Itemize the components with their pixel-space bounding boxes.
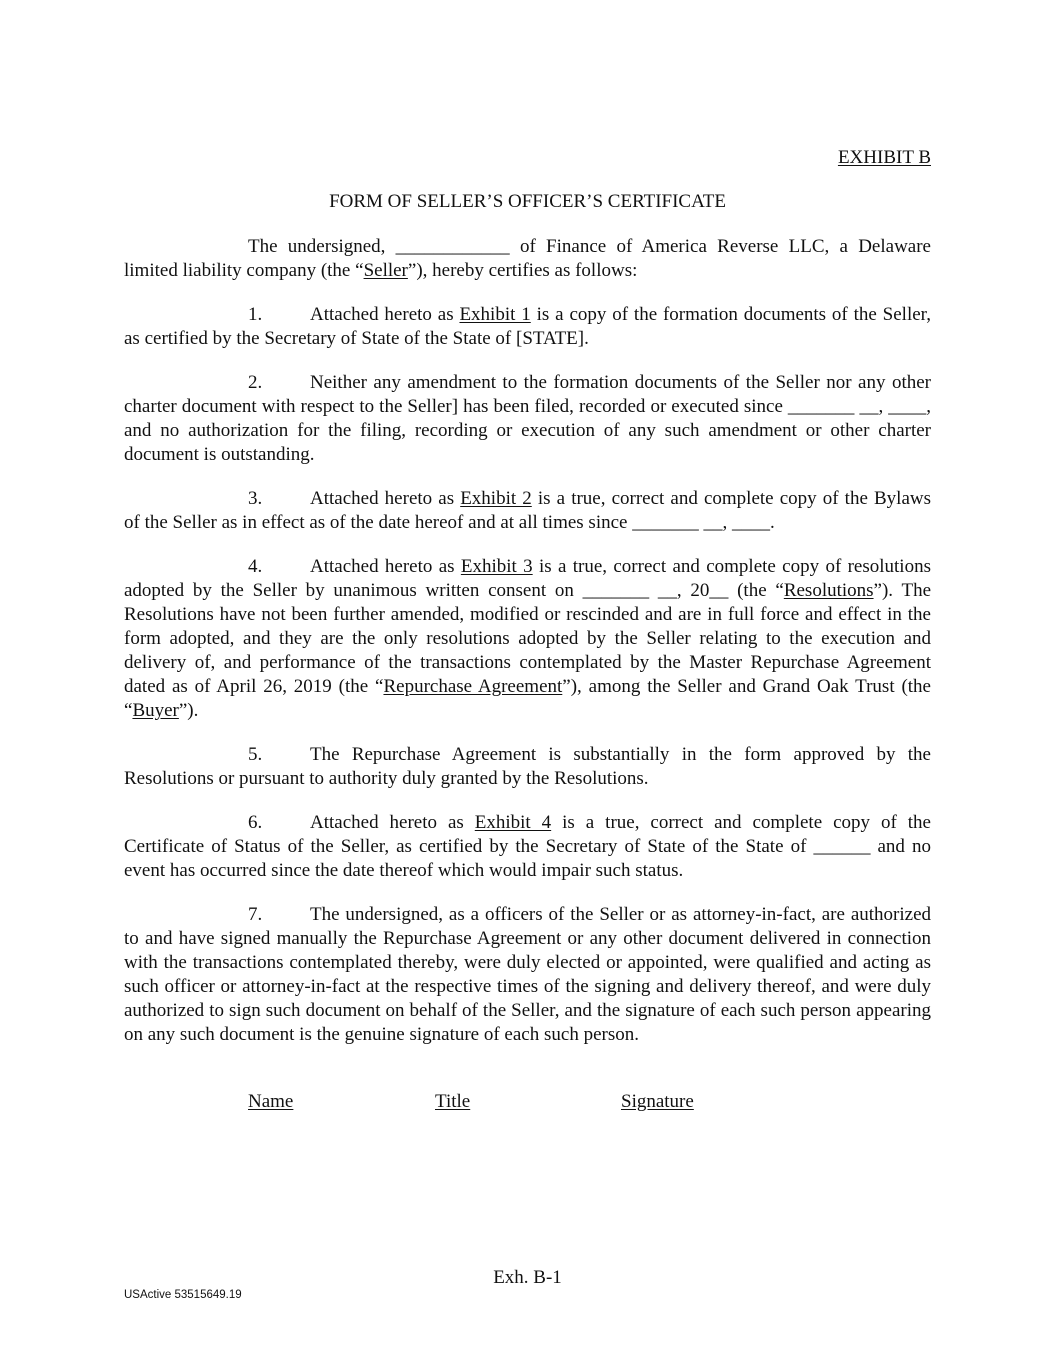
signature-column-header: Signature [621,1091,694,1112]
name-column-header: Name [248,1091,294,1112]
paragraph-3 [124,487,931,535]
paragraph-text: Attached hereto as [310,304,460,325]
exhibit-2-reference: Exhibit 2 [460,488,532,509]
paragraph-number: 1. [248,304,263,325]
intro-paragraph [124,235,931,283]
buyer-term: Buyer [132,700,179,721]
paragraph-1 [124,303,931,351]
exhibit-label: EXHIBIT B [837,147,931,168]
seller-term: Seller [363,260,408,281]
paragraph-text: ”), among the Seller and Grand Oak Trust (the “ [124,676,931,721]
paragraph-text: is a true, correct and complete copy of the Certificate of Status of the Seller, as certified by the Secretary of State of the State of ______ and no event has occurred since the date thereof which would impair such status. [124,812,931,881]
title-column-header: Title [435,1091,471,1112]
repurchase-agreement-term: Repurchase Agreement [383,676,563,697]
paragraph-number: 4. [248,556,263,577]
paragraph-2 [124,371,931,467]
paragraph-number: 5. [248,744,263,765]
paragraph-number: 3. [248,488,263,509]
exhibit-1-reference: Exhibit 1 [459,304,531,325]
paragraph-text: Attached hereto as [310,812,475,833]
paragraph-7 [124,903,931,1047]
paragraph-text: ”). [178,700,199,721]
paragraph-6 [124,811,931,883]
resolutions-term: Resolutions [783,580,874,601]
paragraph-text: is a true, correct and complete copy of the Bylaws of the Seller as in effect as of the date hereof and at all times since _______ __, ____. [124,488,931,533]
paragraph-text: The undersigned, as a officers of the Seller or as attorney-in-fact, are authorized to and have signed manually the Repurchase Agreement or any other document delivered in connection with the transactions contemplated thereby, were duly elected or appointed, were qualified and acting as such officer or attorney-in-fact at the respective times of the signing and delivery thereof, and were duly authorized to sign such document on behalf of the Seller, and the signature of each such person appearing on any such document is the genuine signature of each such person. [124,904,931,1045]
paragraph-4 [124,555,931,723]
paragraph-text: is a true, correct and complete copy of resolutions adopted by the Seller by unanimous written consent on _______ __, 20__ (the “ [124,556,931,601]
paragraph-text: Neither any amendment to the formation documents of the Seller nor any other charter document with respect to the Seller] has been filed, recorded or executed since _______ __, ____, and no authorization for the filing, recording or execution of any such amendment or other charter document is outstanding. [124,372,931,465]
paragraph-text: The Repurchase Agreement is substantially in the form approved by the Resolutions or pursuant to authority duly granted by the Resolutions. [124,744,931,789]
paragraph-number: 7. [248,904,263,925]
paragraph-text: ”). The Resolutions have not been further amended, modified or rescinded and are in full force and effect in the form adopted, and they are the only resolutions adopted by the Seller relating to the execution and delivery of, and performance of the transactions contemplated by the Master Repurchase Agreement dated as of April 26, 2019 (the “ [124,580,931,697]
paragraph-text: is a copy of the formation documents of the Seller, as certified by the Secretary of State of the State of [STATE]. [124,304,931,349]
certificate-title: FORM OF SELLER’S OFFICER’S CERTIFICATE [329,191,726,212]
intro-text-a: The undersigned, ____________ of Finance of America Reverse LLC, a Delaware limited liability company (the “ [124,236,931,281]
paragraph-text: Attached hereto as [310,556,461,577]
paragraph-text: Attached hereto as [310,488,461,509]
paragraph-5 [124,743,931,791]
paragraph-number: 6. [248,812,263,833]
page-number: Exh. B-1 [493,1267,562,1288]
intro-text-b: ”), hereby certifies as follows: [407,260,638,281]
paragraph-number: 2. [248,372,263,393]
exhibit-3-reference: Exhibit 3 [460,556,533,577]
exhibit-4-reference: Exhibit 4 [474,812,552,833]
document-id: USActive 53515649.19 [124,1289,242,1301]
